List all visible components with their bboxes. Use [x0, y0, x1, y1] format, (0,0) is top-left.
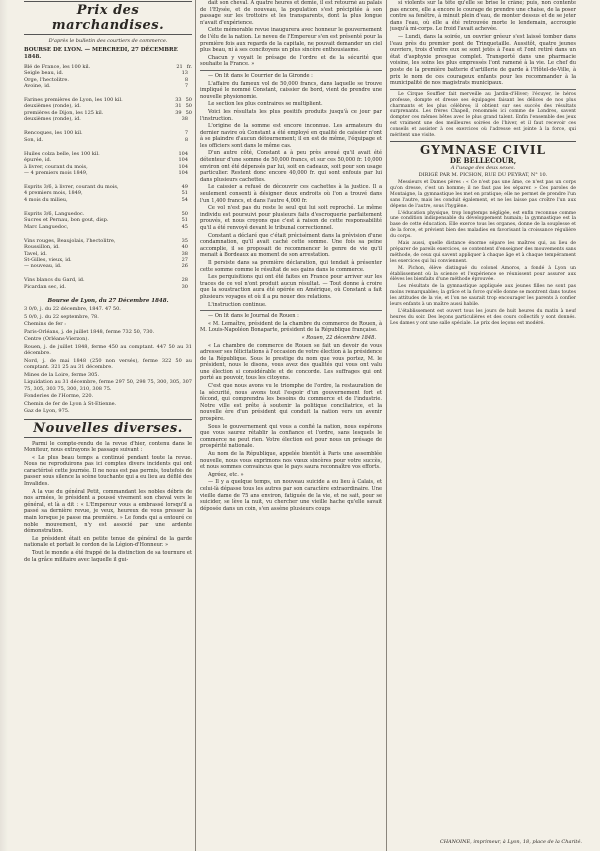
article-paragraph: Cette mémorable revue inaugurera avec honneur le gouvernement de l'élu de la nation. Le neveu de l'Empereur s'en est présenté pour la première fois aux regards de la capitale, ne pouvait demander un ciel plus beau, ni à ses concitoyens un plus sincère enthousiasme. [200, 27, 382, 54]
news-title: Nouvelles diverses. [24, 419, 192, 438]
bourse-line: 5 0/0, j. du 22 septembre, 78. [24, 313, 99, 320]
faits-divers [390, 0, 576, 87]
price-values [166, 170, 192, 176]
price-value: 7 [184, 82, 188, 89]
price-label: 4 mois du milieu, [24, 196, 68, 203]
price-label: Rencoques, les 100 kil. [24, 130, 83, 137]
prices-subtitle: D'après le bulletin des courtiers de commerce. [48, 38, 168, 44]
price-values [166, 284, 192, 290]
bourse-line: Nord, j. de mai 1848 (250 non versés), ferme 322 50 au comptant. 321 25 au 31 décembre. [24, 357, 192, 371]
price-value: 33 [175, 97, 182, 104]
price-group [24, 130, 192, 143]
price-values [166, 83, 192, 89]
article-paragraph: L'affaire du fameux vol de 50,000 francs, dans laquelle se trouve impliqué le nommé Constant, caissier de bord, vient de prendre une nouvelle physionomie. [200, 80, 382, 100]
article-paragraph: Les perquisitions qui ont été faites en France pour arriver sur les traces de ce vol n'ont produit aucun résultat. — Tout donne à croire que la soustraction aura été opérée en Amérique, où Constant a fait plusieurs voyages et où il a pu nouer des relations. [200, 274, 382, 300]
price-value: 8 [184, 136, 188, 143]
price-label: épurée, id. [24, 157, 52, 164]
price-label: Sucres et Pernau, bon gout, disp. [24, 217, 109, 224]
bourse-line: Rouen, j. de juillet 1848, ferme 450 au comptant. 447 50 au 31 décembre. [24, 343, 192, 357]
divider [390, 89, 576, 90]
price-label: — 4 premiers mois 1849, [24, 169, 88, 176]
price-value: 7 [184, 130, 188, 137]
price-group [24, 238, 192, 269]
rouen-intro: — On lit dans le Journal de Rouen : [208, 313, 299, 320]
gymnase-paragraph: L'établissement est ouvert tous les jours de huit heures du matin à neuf heures du soir. Des leçons particulières et des cours collectifs y sont donnés. Les dames y ont une salle spéciale. Le prix des leçons est modéré. [390, 309, 576, 326]
price-label: Huiles colza belle, les 100 kil. [24, 150, 100, 157]
market-heading: BOURSE DE LYON. — MERCREDI, 27 DÉCEMBRE 1848. [24, 47, 178, 60]
gymnase-paragraph: Messieurs et Dames pères : « Ce n'est pas une âme, ce n'est pas un corps qu'on dresse, c'est un homme; il ne faut pas les séparer. » Ces paroles de Montaigne, la gymnastique les met en pratique; elle ne permet de prendre l'un sans l'autre, mais les conduit également, et ne les laisse pas croître l'un aux dépens de l'autre, sous l'hygiène. [390, 179, 576, 209]
news-paragraph: Le président était en petite tenue de général de la garde nationale et portait le cordon de la Légion-d'Honneur. » [24, 535, 192, 549]
article-paragraph: D'un autre côté, Constant a à peu près avoué qu'il avait été détenteur d'une somme de 50,000 francs, et sur ces 50,000 fr. 10,000 environ ont été dépensés par lui, soit en cadeaux, soit pour son usage particulier. Restent donc encore 40,000 fr. qui sont enfouis par lui dans plusieurs cachettes. [200, 150, 382, 183]
article-paragraph: Agréez, etc. » [208, 471, 244, 478]
article-paragraph: L'instruction continue. [208, 301, 267, 308]
gironde-intro: — On lit dans le Courrier de la Gironde : [208, 72, 313, 79]
price-label: Orge, l'hectolitre. [24, 76, 69, 83]
price-group [24, 211, 192, 230]
bourse-line: Gaz de Lyon, 975. [24, 408, 70, 415]
bourse-line: Chemin de fer de Lyon à St-Etienne. [24, 400, 117, 407]
price-row [24, 137, 192, 143]
price-label: deuxièmes (ronde), id. [24, 103, 81, 110]
price-row [24, 116, 192, 122]
price-row [24, 224, 192, 230]
revue-article [200, 0, 382, 68]
gymnase-director: DIRIGÉ PAR M. PICHON, RUE DU PEYRAT, N° 10. [418, 171, 548, 178]
article-paragraph: Sous le gouvernement qui vous a confié la nation, nous espérons que vous saurez rétablir la confiance et l'ordre, sans lesquels le commerce ne peut rien. Votre élection est pour nous un présage de prospérité nationale. [200, 423, 382, 450]
price-value: 38 [181, 250, 188, 257]
gymnase-subtitle-2: A l'usage des deux sexes. [450, 164, 516, 171]
price-values [166, 116, 192, 122]
price-group [24, 64, 192, 89]
price-value: 54 [181, 196, 188, 203]
price-label: Marc Languedoc, [24, 223, 69, 230]
gymnase-paragraph: Mais aussi, quelle distance énorme sépare les maîtres qui, au lieu de préparer de pareils exercices, se contentent d'enseigner des mouvements sans méthode, de ceux qui savent appliquer à chaque âge et à chaque tempérament les exercices qui lui conviennent. [390, 241, 576, 264]
price-value: 104 [178, 169, 188, 176]
gymnase-title: GYMNASE CIVIL [390, 141, 576, 157]
price-row [24, 170, 192, 176]
bourse-title: Bourse de Lyon, du 27 Décembre 1848. [47, 298, 169, 305]
news-paragraph: « Le plus beau temps a continué pendant toute la revue. Nous ne reproduirons pas ici comptes divers incidents qui ont caractérisé cette journée. Il ne nous est pas permis, toutefois de passer sous silence la scène touchante qui a eu lieu au défilé des Invalides. [24, 454, 192, 488]
price-value: 30 [181, 283, 188, 290]
article-paragraph: dait son cheval. A quatre heures et demie, il est retourné au palais de l'Elysée, et de nouveau, la population s'est précipitée à son passage sur les trottoirs et les transparents, dont la plus longue n'avait d'expérience. [200, 0, 382, 26]
bourse-line: Paris-Orléans, j. de juillet 1848, ferme 732 50, 730. [24, 328, 155, 335]
column-2 [200, 0, 382, 851]
price-value: 104 [178, 157, 188, 164]
price-value: 13 [181, 70, 188, 77]
gymnase-article [390, 180, 576, 327]
gymnase-paragraph: Les résultats de la gymnastique appliquée aux jeunes filles ne sont pas moins remarquables; la grâce et la force qu'elle donne se montrent dans toutes les attitudes de la vie, et l'on ne saurait trop encourager les parents à confier leurs enfants à un maître aussi habile. [390, 284, 576, 308]
price-cents: fr. [186, 64, 192, 70]
price-value: 45 [181, 223, 188, 230]
bourse-line: Chemins de fer : [24, 321, 66, 328]
price-value: 50 [181, 211, 188, 218]
price-row [24, 197, 192, 203]
printer-imprint: CHANOINE, imprimeur, à Lyon, 18, place de la Charité. [439, 839, 582, 845]
article-paragraph: C'est que nous avons vu le triomphe de l'ordre, la restauration de la sécurité, nous avons tout l'espoir d'un gouvernement fort et fécond, qui comprendra les besoins du commerce et de l'industrie. Notre ville est prête à soutenir la politique conciliatrice, et la nouvelle ère d'un président qui conduit la nation vers un avenir prospère. [200, 383, 382, 423]
gymnase-paragraph: M. Pichon, élève distingué du colonel Amoros, a fondé à Lyon un établissement où la science et l'expérience se réunissent pour assurer aux élèves les bienfaits d'une méthode éprouvée. [390, 265, 576, 283]
column-3 [390, 0, 576, 851]
article-paragraph: Au nom de la République, appelée bientôt à Paris une assemblée nouvelle, nous vous exprimons nos vœux sincères pour votre succès, et nous sommes convaincus que le pays saura reconnaître vos efforts. [200, 451, 382, 471]
article-paragraph: « La chambre de commerce de Rouen se fait un devoir de vous adresser ses félicitations à l'occasion de votre élection à la présidence de la République. Sous le prestige du nom que vous portez, M. le président, nous le disons, vous avez des qualités qui vous ont valu une élection si considérable et de concorde. Les suffrages qui ont porté au pouvoir, tous les citoyens. [200, 342, 382, 382]
price-value: 104 [178, 150, 188, 157]
price-value: 49 [181, 184, 188, 191]
price-label: premières de Dijon, les 125 kil. [24, 109, 104, 116]
price-value: 104 [178, 163, 188, 170]
gironde-article [200, 81, 382, 309]
price-value: 26 [181, 263, 188, 270]
article-paragraph: Constant a déclaré que c'était précisément dans la prévision d'une condamnation, qu'il avait caché cette somme. Une fois sa peine accomplie, il se proposait de recommencer le genre de vie qu'il menait à Bordeaux au moment de son arrestation. [200, 232, 382, 259]
article-paragraph: Le section les plus contraires se multiplient. [208, 101, 323, 108]
price-value: 35 [181, 237, 188, 244]
price-group [24, 277, 192, 290]
price-label: Esprits 3/6, Languedoc. [24, 211, 85, 218]
price-values [166, 263, 192, 269]
price-list [24, 64, 192, 290]
cirque-article: Le Cirque Souffier fait merveille au Jardin-d'Hiver; l'écuyer, le héros professe, dompte et dresse ses équipages faisant les délices de nos plus charmants et les plus célèbres; il obtient sur ses succès des résultats surprenants. Les frères Chapell, renommés ici comme de Londres, savent dompter ces mêmes bêtes avec le plus grand talent. Enfin l'ensemble des jeux est vraiment une des meilleures soirées de l'hiver, et il faut recevoir ces conseils et assister à ces exercices où l'adresse est jointe à la force, qui méritent une visite. [390, 91, 576, 139]
bourse-line: Fonderies de l'Horme, 220. [24, 393, 94, 400]
price-value: 51 [181, 190, 188, 197]
article-paragraph: — Lundi, dans la soirée, un ouvrier gréeur s'est laissé tomber dans l'eau près du premier pont de Trinquetaille. Aussitôt, quatre jeunes ouvriers, trois d'entre eux se sont jetés à l'eau et l'ont retiré dans un état d'asphyxie presque complet. Transporté dans une pharmacie voisine, les soins les plus empressés l'ont ramené à la vie. Le chef du poste de la première batterie d'artillerie de garde à l'Hôtel-de-Ville, à prix le nom de ces courageux enfants pour les recommander à la municipalité de nos magistrats municipaux. [390, 33, 576, 87]
article-paragraph: Ce vol n'est pas du reste le seul qui lui soit reproché. Le même individu est poursuivi pour plusieurs faits d'escroquerie parfaitement prouvés, et nous croyons que c'est à raison de cette responsabilité qu'il a été renvoyé devant le tribunal correctionnel. [200, 205, 382, 231]
price-label: Roussillon, id. [24, 244, 60, 251]
price-label: Tavel, id. [24, 250, 47, 257]
price-value: 38 [181, 116, 188, 123]
bourse-line: Centre (Orléans-Vierzon). [24, 336, 89, 343]
price-label: 4 premiers mois, 1849, [24, 190, 83, 197]
article-paragraph: Chacun y voyait le présage de l'ordre et de la sécurité que souhaite la France. » [200, 54, 382, 68]
column-rule [386, 0, 387, 851]
article-paragraph: L'origine de la somme est encore inconnue. Les armateurs du dernier navire où Constant a été employé en qualité de caissier n'ont à se plaindre d'aucun détournement; il en est de même, l'équipage et les officiers sont dans le même cas. [200, 123, 382, 149]
price-group [24, 151, 192, 176]
price-values [166, 224, 192, 230]
price-value: 8 [184, 76, 188, 83]
price-row [24, 284, 192, 290]
price-label: Avoine, id. [24, 82, 51, 89]
bourse-line: Mines de la Loire, ferme 305. [24, 371, 100, 378]
price-label: Blé de France, les 100 kil. [24, 64, 91, 70]
price-row [24, 263, 192, 269]
price-value: 40 [181, 244, 188, 251]
bourse-line: 3 0/0, j. du 22 décembre, 1847. 47 50. [24, 306, 121, 313]
price-cents: 50 [185, 103, 192, 110]
prices-title: Prix des marchandises. [24, 1, 192, 35]
news-body [24, 441, 192, 564]
gymnase-paragraph: L'éducation physique, trop longtemps négligée, est enfin reconnue comme une condition indispensable du développement humain; la gymnastique est la base de cette éducation. Elle exerce tous les organes, donne de la souplesse et de la force, et prévient bien des maladies en favorisant la croissance régulière du corps. [390, 210, 576, 240]
rouen-address: « M. Lemaître, président de la chambre du commerce de Rouen, à M. Louis-Napoléon Bonaparte, président de la République française. [200, 320, 382, 334]
article-paragraph: Le caissier a refusé de découvrir ces cachettes à la justice. Il a seulement consenti à désigner deux endroits où l'on a trouvé dans l'un 1,400 francs, et dans l'autre 4,000 fr. [200, 184, 382, 204]
price-group [24, 97, 192, 122]
price-label: à livrer, courant du mois, [24, 163, 88, 170]
price-row [24, 83, 192, 89]
price-value: 21 [176, 64, 183, 70]
article-paragraph: Voici les résultats les plus positifs produits jusqu'à ce jour par l'instruction. [200, 108, 382, 122]
price-cents: 50 [185, 97, 192, 104]
price-cents: 50 [185, 109, 192, 116]
divider [200, 310, 382, 311]
divider [200, 70, 382, 71]
price-group [24, 184, 192, 203]
price-label: Vins rouges, Beaujolais, l'hectolitre, [24, 237, 116, 244]
rouen-date: « Rouen, 22 décembre 1848. [301, 334, 376, 341]
price-value: 28 [181, 277, 188, 284]
article-paragraph: Il persiste dans sa première déclaration, qui tendait à présenter cette somme comme le résultat de ses gains dans le commerce. [200, 259, 382, 273]
bourse-line: Liquidation au 31 décembre, ferme 297 50, 298 75, 300, 305, 307 75, 305, 303 75, 300, 310, 308 75. [24, 379, 192, 392]
news-paragraph: Tout le monde a été frappé de la distinction de sa tournure et de la grâce militaire avec laquelle il gui- [24, 550, 192, 563]
calais-article: — Il y a quelque temps, un nouveau suicide a eu lieu à Calais, et celui-là dépasse tous les autres par son caractère extraordinaire. Une vieille dame de 75 ans environ, fatiguée de la vie, et ne sait, pour se suicider, se lève la nuit, vu chercher une vieille hache qu'elle savait déposée dans un coin, s'en assène plusieurs coups [200, 479, 382, 512]
price-label: Son, id. [24, 136, 44, 143]
column-1 [24, 0, 192, 851]
price-label: Seigle beau, id. [24, 70, 64, 77]
price-values [166, 197, 192, 203]
price-value: 51 [181, 217, 188, 224]
news-paragraph: A la vue du général Petit, commandant les nobles débris de nos armées, le président a poussé vivement son cheval vers le général, et là a dit : « L'Empereur vous a embrassé lorsqu'il a passé sa dernière revue, je veux, heureux de vous presser la main lorsque je passe ma première. » Le fonds qui a entouré ce noble mouvement, n'y est associé par une ardente démonstration. [24, 488, 192, 535]
price-label: Farines premières de Lyon, les 100 kil. [24, 97, 123, 104]
rouen-article [200, 343, 382, 479]
bourse-quotes [24, 306, 192, 415]
page-fold-shadow [0, 0, 8, 851]
price-label: Vins blancs du Gard, id. [24, 277, 85, 284]
price-label: deuxièmes (ronde), id. [24, 116, 81, 123]
price-values [166, 137, 192, 143]
price-label: St-Gilles, vieux, id. [24, 256, 72, 263]
news-paragraph: Parmi le compte-rendu de la revue d'hier, contenu dans le Moniteur, nous extrayons le passage suivant : [24, 440, 192, 454]
article-paragraph: si violents sur la tête qu'elle se brise le crâne; puis, non contente pas encore, elle a encore le courage de prendre une chaise, de la poser contre sa fenêtre, à minuit plein d'eau, de monter dessus et de se jeter dans l'eau, où elle a été retrouvée morte le lendemain, accroupie jusqu'à mi-corps. Le froid l'avait achevée. [390, 0, 576, 33]
price-label: — nouveau, id. [24, 263, 62, 270]
price-value: 31 [175, 103, 182, 110]
price-label: Esprits 3/6, à livrer, courant du mois, [24, 184, 119, 191]
price-value: 27 [181, 256, 188, 263]
gymnase-subtitle: DE BELLECOUR, [449, 155, 517, 165]
price-value: 39 [175, 109, 182, 116]
price-label: Picardan sec, id. [24, 283, 67, 290]
column-rule [195, 0, 196, 851]
